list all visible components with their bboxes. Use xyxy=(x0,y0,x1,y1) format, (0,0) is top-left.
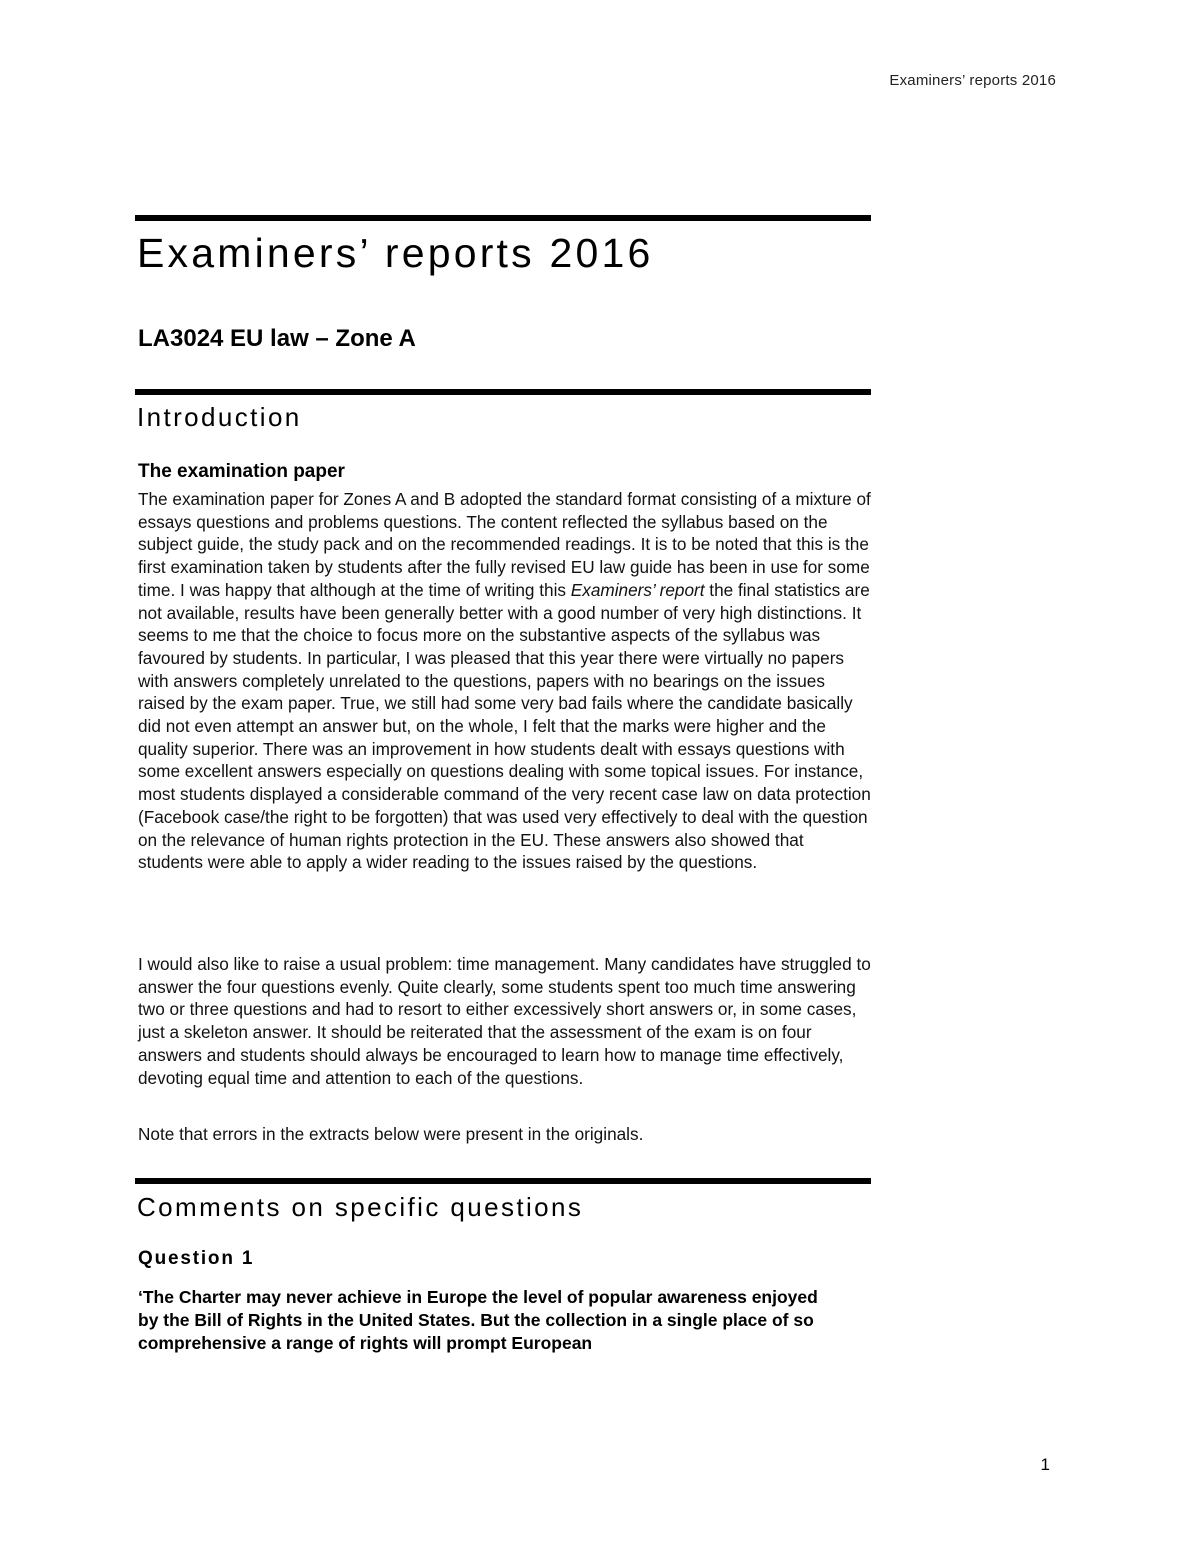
introduction-paragraph-3: Note that errors in the extracts below were present in the originals. xyxy=(138,1124,644,1144)
page-number: 1 xyxy=(1040,1455,1050,1474)
course-title: LA3024 EU law – Zone A xyxy=(138,325,416,352)
paragraph-1-text-end: the final statistics are not available, results have been generally better with a good number of very high distinctions. It seems to me that the choice to focus more on the substantive aspects of the syllabus was favoured by students. In particular, I was pleased that this year there were virtually no papers with answers completely unrelated to the questions, papers with no bearings on the issues raised by the exam paper. True, we still had some very bad fails where the candidate basically did not even attempt an answer but, on the whole, I felt that the marks were higher and the quality superior. There was an improvement in how students dealt with essays questions with some excellent answers especially on questions dealing with some topical issues. For instance, most students displayed a considerable command of the very recent case law on data protection (Facebook case/the right to be forgotten) that was used very effectively to deal with the question on the relevance of human rights protection in the EU. These answers also showed that students were able to apply a wider reading to the issues raised by the questions. xyxy=(138,579,871,873)
paragraph-1-text-start: The examination paper for Zones A and B adopted the standard format consisting of a mixture of essays questions and problems questions. The content reflected the syllabus based on the subject guide, the study pack and on the recommended readings. It is to be noted that this is the first examination taken by students after the fully revised EU law guide has been in use for some time. I was happy that although at the time of writing this xyxy=(138,489,871,600)
introduction-paragraph-1 xyxy=(138,488,873,874)
examination-paper-subheading: The examination paper xyxy=(138,461,345,482)
comments-heading: Comments on specific questions xyxy=(137,1192,584,1222)
title-top-rule xyxy=(135,215,871,221)
question-1-quote: ‘The Charter may never achieve in Europe the level of popular awareness enjoyed by the Bill of Rights in the United States. But the collection in a single place of so comprehensive a range of rights will prompt European xyxy=(138,1287,818,1353)
running-header: Examiners’ reports 2016 xyxy=(889,72,1056,89)
comments-rule xyxy=(135,1178,871,1184)
introduction-paragraph-2: I would also like to raise a usual problem: time management. Many candidates have struggled to answer the four questions evenly. Quite clearly, some students spent too much time answering two or three questions and had to resort to either excessively short answers or, in some cases, just a skeleton answer. It should be reiterated that the assessment of the exam is on four answers and students should always be encouraged to learn how to manage time effectively, devoting equal time and attention to each of the questions. xyxy=(138,954,871,1088)
document-title: Examiners’ reports 2016 xyxy=(137,230,654,276)
examiners-report-italic: Examiners’ report xyxy=(570,579,705,600)
introduction-rule xyxy=(135,389,871,395)
introduction-heading: Introduction xyxy=(137,402,302,432)
question-1-label: Question 1 xyxy=(138,1248,255,1269)
